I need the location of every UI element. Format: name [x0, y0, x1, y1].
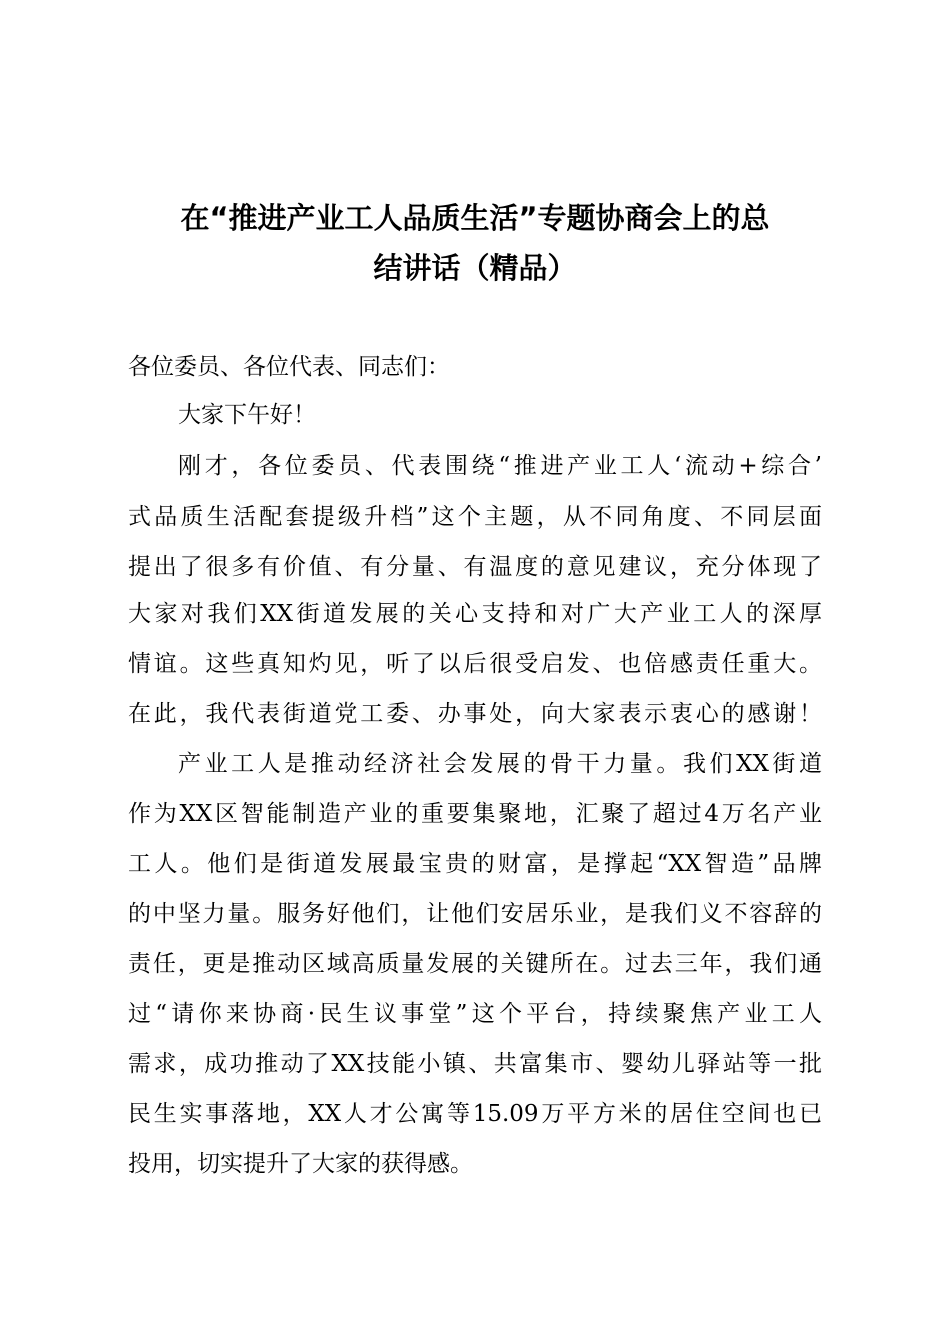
paragraph-2-line: 需求，成功推动了XX技能小镇、共富集市、婴幼儿驿站等一批: [128, 1051, 822, 1077]
paragraph-2-line: 投用，切实提升了大家的获得感。: [128, 1151, 473, 1177]
paragraph-2-line: 工人。他们是街道发展最宝贵的财富，是撑起“XX智造”品牌: [128, 851, 822, 877]
salutation: 各位委员、各位代表、同志们：: [128, 354, 450, 380]
paragraph-2-line: 作为XX区智能制造产业的重要集聚地，汇聚了超过4万名产业: [128, 801, 822, 827]
paragraph-1-line: 情谊。这些真知灼见，听了以后很受启发、也倍感责任重大。: [128, 651, 822, 677]
paragraph-1-line: 式品质生活配套提级升档”这个主题，从不同角度、不同层面: [128, 504, 822, 530]
paragraph-1-line: 提出了很多有价值、有分量、有温度的意见建议，充分体现了: [128, 554, 822, 580]
paragraph-2-line: 民生实事落地，XX人才公寓等15.09万平方米的居住空间也已: [128, 1101, 822, 1127]
greeting: 大家下午好！: [178, 402, 316, 428]
document-title-line-2: 结讲话（精品）: [373, 251, 577, 285]
paragraph-2-line: 责任，更是推动区域高质量发展的关键所在。过去三年，我们通: [128, 951, 822, 977]
paragraph-1-line: 大家对我们XX街道发展的关心支持和对广大产业工人的深厚: [128, 601, 822, 627]
paragraph-1-line: 刚才，各位委员、代表围绕“推进产业工人‘流动+综合’: [178, 453, 822, 479]
paragraph-2-line: 的中坚力量。服务好他们，让他们安居乐业，是我们义不容辞的: [128, 901, 822, 927]
document-title-line-1: 在“推进产业工人品质生活”专题协商会上的总: [180, 201, 770, 235]
paragraph-2-line: 过“请你来协商·民生议事堂”这个平台，持续聚焦产业工人: [128, 1001, 822, 1027]
paragraph-1-line: 在此，我代表街道党工委、办事处，向大家表示衷心的感谢！: [128, 701, 822, 727]
paragraph-2-line: 产业工人是推动经济社会发展的骨干力量。我们XX街道: [178, 751, 822, 777]
